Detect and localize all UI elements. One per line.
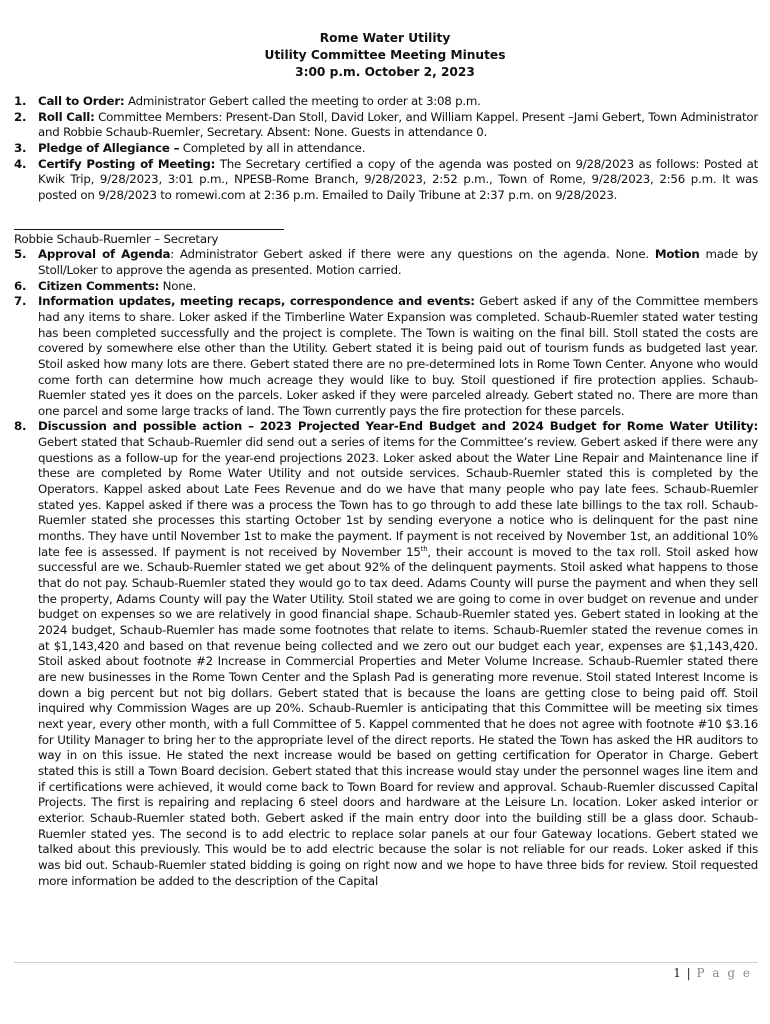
- item-label: Discussion and possible action – 2023 Projected Year-End Budget and 2024 Budget for Rome Water Utility:: [38, 419, 758, 434]
- agenda-item-pledge: [14, 141, 758, 157]
- item-label: Pledge of Allegiance –: [38, 140, 180, 155]
- item-number: 4.: [14, 156, 27, 171]
- agenda-item-approval: [14, 247, 758, 278]
- item-label: Approval of Agenda: [38, 247, 171, 262]
- motion-label: Motion: [654, 247, 700, 262]
- item-number: 5.: [14, 247, 27, 262]
- agenda-item-information-updates: [14, 294, 758, 419]
- item-number: 6.: [14, 278, 27, 293]
- document-title: Utility Committee Meeting Minutes: [264, 48, 506, 62]
- document-header: [0, 30, 770, 81]
- item-number: 7.: [14, 294, 27, 309]
- item-text: Administrator Gebert called the meeting to order at 3:08 p.m.: [124, 94, 481, 108]
- footer-divider: [14, 962, 758, 963]
- item-label: Citizen Comments:: [38, 278, 160, 293]
- item-label: Information updates, meeting recaps, correspondence and events:: [38, 294, 475, 309]
- meeting-date: 3:00 p.m. October 2, 2023: [295, 65, 475, 79]
- agenda-item-roll-call: [14, 110, 758, 141]
- item-number: 8.: [14, 419, 27, 434]
- item-label: Call to Order:: [38, 94, 125, 108]
- page-footer: [673, 966, 752, 980]
- page-separator: |: [681, 966, 697, 980]
- page-label: P a g e: [696, 966, 752, 980]
- item-text: The Secretary certified a copy of the agenda was posted on 9/28/2023 as follows: Posted at Kwik Trip, 9/28/2023, 3:01 p.m., NPESB-Rome Branch, 9/28/2023, 2:52 p.m., Town of Rome, 9/28/2023, 2:56 p.m. It was posted on 9/28/2023 to romewi.com at 2:36 p.m. Emailed to Daily Tribune at 2:37 p.m. on 9/28/2023.: [38, 156, 758, 202]
- item-text: Completed by all in attendance.: [179, 140, 366, 155]
- item-text-cont: made by Stoll/Loker to approve the agenda as presented. Motion carried.: [38, 247, 758, 277]
- agenda-item-budget-discussion: [14, 419, 758, 889]
- superscript: th: [420, 544, 428, 553]
- utility-name: Rome Water Utility: [319, 31, 451, 45]
- signature-name: Robbie Schaub-Ruemler – Secretary: [14, 231, 219, 246]
- item-text: None.: [159, 278, 197, 293]
- agenda-item-call-to-order: [14, 94, 758, 110]
- item-number: 2.: [14, 109, 27, 124]
- signature-block: [14, 218, 758, 248]
- item-text: Gebert stated that Schaub-Ruemler did send out a series of items for the Committee’s review. Gebert asked if there were any questions as a follow-up for the year-end projections 2023. Loker asked about the Water Line Repair and Maintenance line if these are completed by Rome Water Utility and not outside services. Schaub-Ruemler stated this is completed by the Operators. Kappel asked about Late Fees Revenue and do we have that many people who pay late fees. Schaub-Ruemler stated yes. Kappel asked if there was a process the Town has to go through to add these late billings to the tax roll. Schaub-Ruemler stated she processes this starting October 1st by sending everyone a notice who is delinquent for the past nine months. They have until November 1st to make the payment. If payment is not received by November 1st, an additional 10% late fee is assessed. If payment is not received by November 15: [38, 435, 758, 559]
- item-text: : Administrator Gebert asked if there were any questions on the agenda. None.: [170, 247, 655, 262]
- item-label: Roll Call:: [38, 109, 95, 124]
- item-text-cont: , their account is moved to the tax roll. Stoil asked how successful are we. Schaub-Ruemler stated we get about 92% of the delinquent payments. Stoil asked what happens to those that do not pay. Schaub-Ruemler stated they would go to tax deed. Adams County will purse the payment and when they sell the property, Adams County will pay the Water Utility. Stoil stated we are going to come in over budget on revenue and under budget on expenses so we are relatively in good financial shape. Schaub-Ruemler stated yes. Gebert stated in looking at the 2024 budget, Schaub-Ruemler has made some footnotes that relate to items. Schaub-Ruemler stated the revenue comes in at $1,143,420 and based on that revenue being collected and we zero out our budget each year, expenses are $1,143,420. Stoil asked about footnote #2 Increase in Commercial Properties and Meter Volume Increase. Schaub-Ruemler stated there are new businesses in the Rome Town Center and the Splash Pad is generating more revenue. Stoil stated Interest Income is down a big percent but not big dollars. Gebert stated that is because the loans are getting close to being paid off. Stoil inquired why Commission Wages are up 20%. Schaub-Ruemler is anticipating that this Committee will be meeting six times next year, every other month, with a full Committee of 5. Kappel commented that he does not agree with footnote #10 $3.16 for Utility Manager to bring her to the appropriate level of the direct reports. He stated the Town has asked the HR auditors to way in on this issue. He stated the next increase would be based on getting certification for Operator in Charge. Gebert stated this is still a Town Board decision. Gebert stated that this increase would stay under the personnel wages line item and if certifications were achieved, it would come back to Town Board for review and approval. Schaub-Ruemler discussed Capital Projects. The first is repairing and replacing 6 steel doors and hardware at the Leisure Ln. location. Loker asked interior or exterior. Schaub-Ruemler stated both. Gebert asked if the main entry door into the building still be a glass door. Schaub-Ruemler stated yes. The second is to add electric to replace solar panels at our four Gateway locations. Gebert stated we talked about this previously. This would be to add electric because the solar is not reliable for our reads. Loker asked if this was bid out. Schaub-Ruemler stated bidding is going on right now and we hope to have three bids for review. Stoil requested more information be added to the description of the Capital: [38, 544, 758, 888]
- signature-line: [14, 218, 284, 230]
- item-number: 3.: [14, 140, 27, 155]
- item-text: Gebert asked if any of the Committee members had any items to share. Loker asked if the Timberline Water Expansion was completed. Schaub-Ruemler stated water testing has been completed successfully and the project is complete. The Town is waiting on the final bill. Stoll stated the costs are covered by somewhere else other than the Utility. Gebert stated it is being paid out of tourism funds as budgeted last year. Stoil asked how many lots are there. Gebert stated there are no pre-determined lots in Rome Town Center. Anyone who would come forth can determine how much acreage they would like to buy. Stoil questioned if fire protection applies. Schaub-Ruemler stated yes it does on the parcels. Loker asked if they were parceled already. Gebert stated no. There are more than one parcel and some large tracks of land. The Town currently pays the fire protection for these parcels.: [38, 294, 758, 418]
- item-text: Committee Members: Present-Dan Stoll, David Loker, and William Kappel. Present –Jami Gebert, Town Administrator and Robbie Schaub-Ruemler, Secretary. Absent: None. Guests in attendance 0.: [38, 109, 759, 140]
- agenda-item-citizen-comments: [14, 279, 758, 295]
- minutes-body: [14, 94, 758, 889]
- item-label: Certify Posting of Meeting:: [38, 156, 216, 171]
- agenda-item-certify-posting: [14, 157, 758, 204]
- item-number: 1.: [14, 94, 27, 108]
- page-number: 1: [673, 966, 682, 980]
